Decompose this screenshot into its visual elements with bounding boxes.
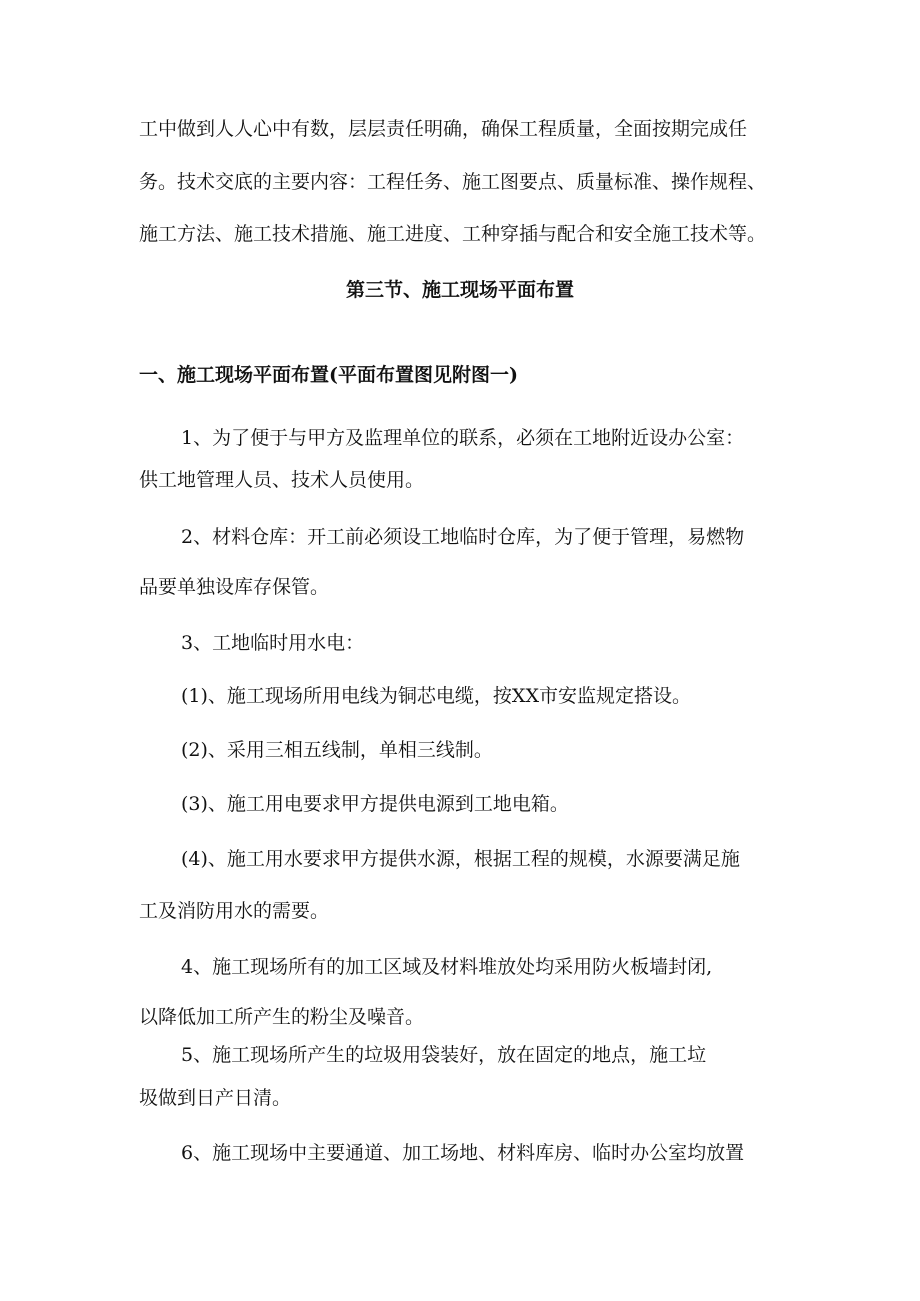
item-2-line-2: 品要单独设库存保管。 [139,576,330,598]
sub-item-4-line-1: (4)、施工用水要求甲方提供水源，根据工程的规模，水源要满足施 [181,848,740,870]
subsection-title: 一、施工现场平面布置(平面布置图见附图一) [139,364,518,386]
intro-line-1: 工中做到人人心中有数，层层责任明确，确保工程质量，全面按期完成任 [139,118,748,140]
sub-item-4-line-2: 工及消防用水的需要。 [139,900,330,922]
sub-item-1: (1)、施工现场所用电线为铜芯电缆，按XX市安监规定搭设。 [181,685,691,707]
section-title: 第三节、施工现场平面布置 [345,279,574,301]
intro-line-3: 施工方法、施工技术措施、施工进度、工种穿插与配合和安全施工技术等。 [139,223,767,245]
item-1-line-2: 供工地管理人员、技术人员使用。 [139,469,425,491]
sub-item-2: (2)、采用三相五线制，单相三线制。 [181,739,493,761]
sub-item-3: (3)、施工用电要求甲方提供电源到工地电箱。 [181,793,569,815]
item-3: 3、工地临时用水电： [181,632,365,654]
item-6-line-1: 6、施工现场中主要通道、加工场地、材料库房、临时办公室均放置 [181,1142,745,1164]
item-4-line-2: 以降低加工所产生的粉尘及噪音。 [139,1006,425,1028]
item-5-line-2: 圾做到日产日清。 [139,1087,292,1109]
item-5-line-1: 5、施工现场所产生的垃圾用袋装好，放在固定的地点，施工垃 [181,1044,707,1066]
item-1-line-1: 1、为了便于与甲方及监理单位的联系，必须在工地附近设办公室： [181,427,745,449]
item-4-line-1: 4、施工现场所有的加工区域及材料堆放处均采用防火板墙封闭, [181,956,713,978]
item-2-line-1: 2、材料仓库：开工前必须设工地临时仓库，为了便于管理，易燃物 [181,526,745,548]
intro-line-2: 务。技术交底的主要内容：工程任务、施工图要点、质量标准、操作规程、 [139,171,767,193]
